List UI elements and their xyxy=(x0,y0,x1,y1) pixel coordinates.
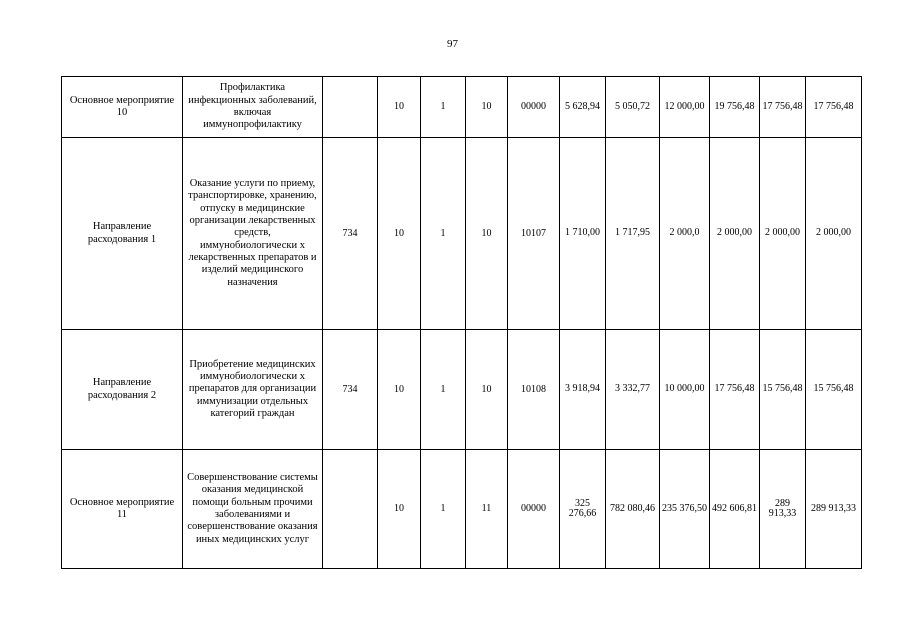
activity-description-cell: Оказание услуги по приему, транспортировке, хранению, отпуску в медицинские организации лекарственных средств, иммунобиологически х лекарственных препаратов и изделий медицинского назначения xyxy=(183,138,323,330)
amount-cell: 235 376,50 xyxy=(660,450,710,569)
page-number: 97 xyxy=(447,38,458,50)
grbs-cell xyxy=(323,77,378,138)
amount-cell: 17 756,48 xyxy=(710,330,760,450)
amount-cell: 17 756,48 xyxy=(760,77,806,138)
subsection-cell: 1 xyxy=(421,77,466,138)
subsection-cell: 1 xyxy=(421,450,466,569)
table-row xyxy=(62,77,862,138)
activity-description-cell: Совершенствование системы оказания медицинской помощи больным прочими заболеваниями и совершенствование оказания иных медицинских услуг xyxy=(183,450,323,569)
amount-cell: 10 000,00 xyxy=(660,330,710,450)
expense-code-cell: 10108 xyxy=(508,330,560,450)
activity-type-cell: Направление расходования 1 xyxy=(62,138,183,330)
table-row xyxy=(62,330,862,450)
program-cell: 10 xyxy=(466,138,508,330)
table-row xyxy=(62,450,862,569)
grbs-cell xyxy=(323,450,378,569)
grbs-cell: 734 xyxy=(323,330,378,450)
amount-cell: 1 710,00 xyxy=(560,138,606,330)
section-cell: 10 xyxy=(378,138,421,330)
amount-cell: 2 000,00 xyxy=(806,138,862,330)
amount-cell: 17 756,48 xyxy=(806,77,862,138)
section-cell: 10 xyxy=(378,77,421,138)
amount-cell: 1 717,95 xyxy=(606,138,660,330)
section-cell: 10 xyxy=(378,450,421,569)
expense-code-cell: 00000 xyxy=(508,77,560,138)
amount-cell: 2 000,00 xyxy=(710,138,760,330)
amount-cell: 325 276,66 xyxy=(560,450,606,569)
amount-cell: 289 913,33 xyxy=(760,450,806,569)
program-cell: 11 xyxy=(466,450,508,569)
amount-cell: 2 000,00 xyxy=(760,138,806,330)
activity-type-cell: Основное мероприятие 11 xyxy=(62,450,183,569)
amount-cell: 782 080,46 xyxy=(606,450,660,569)
amount-cell: 12 000,00 xyxy=(660,77,710,138)
amount-cell: 289 913,33 xyxy=(806,450,862,569)
subsection-cell: 1 xyxy=(421,330,466,450)
amount-cell: 3 332,77 xyxy=(606,330,660,450)
activity-description-cell: Приобретение медицинских иммунобиологически х препаратов для организации иммунизации отдельных категорий граждан xyxy=(183,330,323,450)
section-cell: 10 xyxy=(378,330,421,450)
amount-cell: 5 628,94 xyxy=(560,77,606,138)
amount-cell: 5 050,72 xyxy=(606,77,660,138)
program-cell: 10 xyxy=(466,330,508,450)
budget-table xyxy=(61,76,862,569)
amount-cell: 492 606,81 xyxy=(710,450,760,569)
amount-cell: 2 000,0 xyxy=(660,138,710,330)
amount-cell: 15 756,48 xyxy=(806,330,862,450)
expense-code-cell: 10107 xyxy=(508,138,560,330)
activity-type-cell: Направление расходования 2 xyxy=(62,330,183,450)
subsection-cell: 1 xyxy=(421,138,466,330)
activity-description-cell: Профилактика инфекционных заболеваний, включая иммунопрофилактику xyxy=(183,77,323,138)
amount-cell: 15 756,48 xyxy=(760,330,806,450)
table-row xyxy=(62,138,862,330)
grbs-cell: 734 xyxy=(323,138,378,330)
expense-code-cell: 00000 xyxy=(508,450,560,569)
amount-cell: 19 756,48 xyxy=(710,77,760,138)
program-cell: 10 xyxy=(466,77,508,138)
activity-type-cell: Основное мероприятие 10 xyxy=(62,77,183,138)
amount-cell: 3 918,94 xyxy=(560,330,606,450)
